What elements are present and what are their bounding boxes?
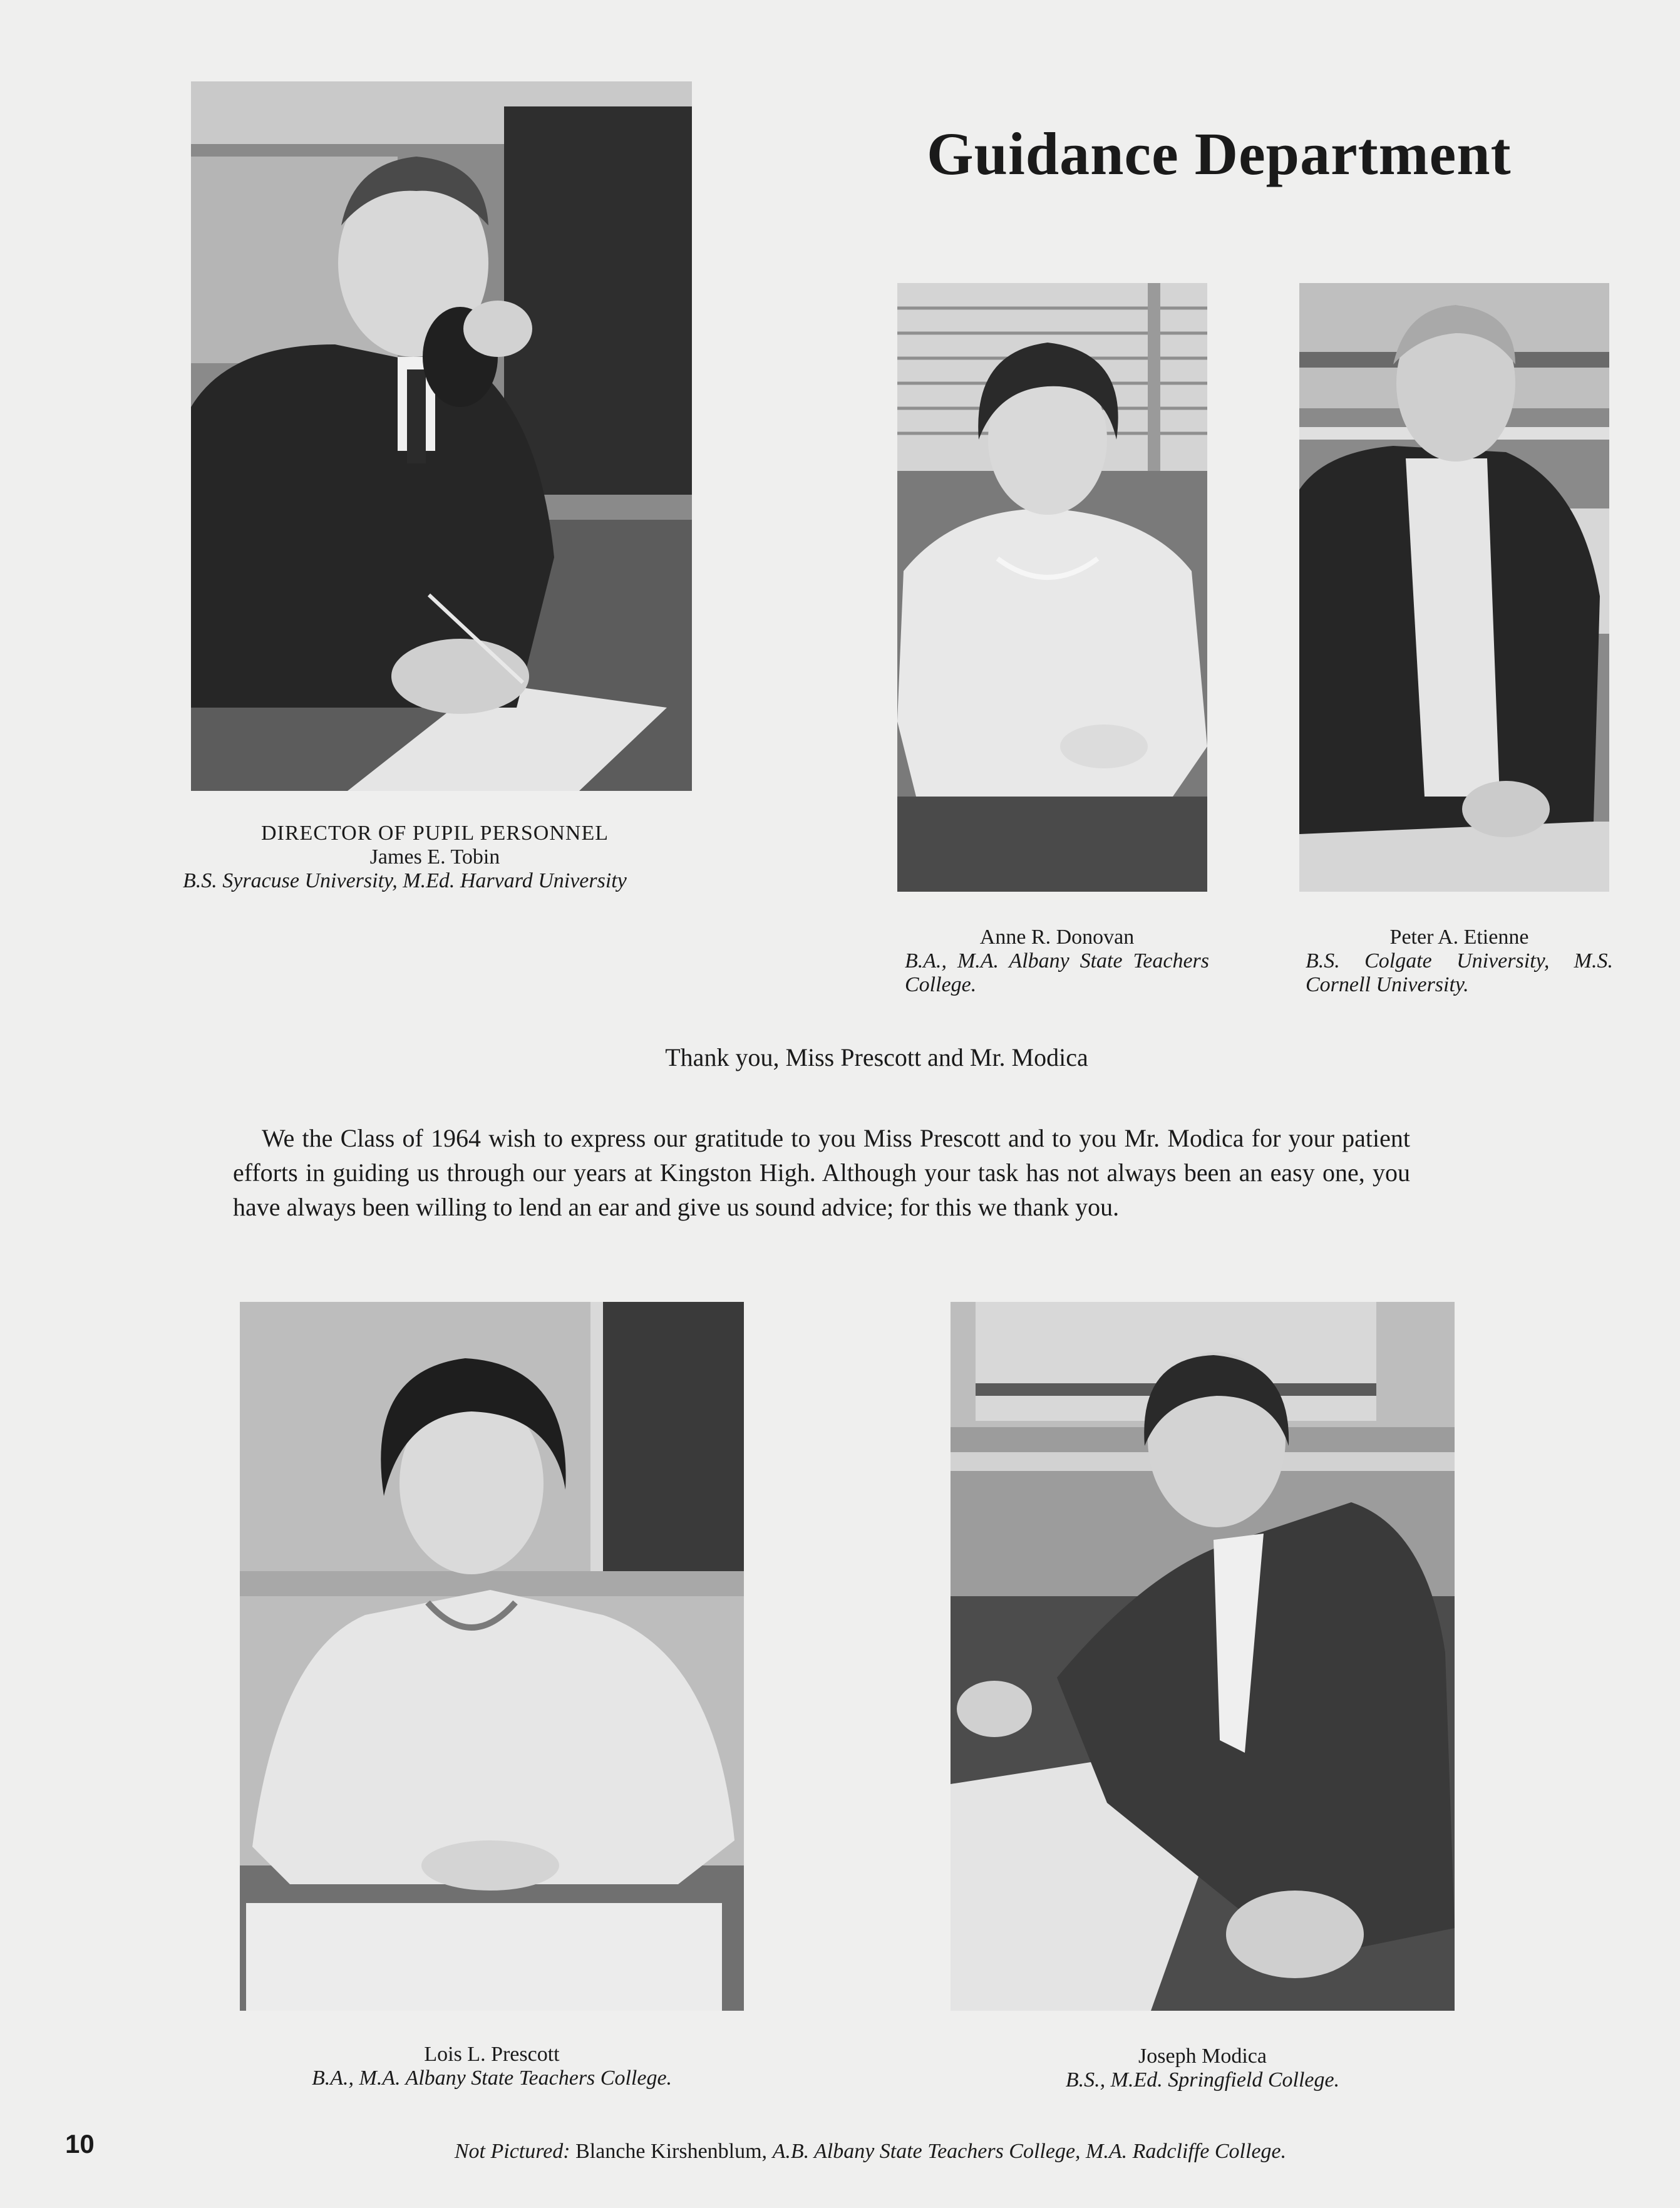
photo-james-tobin — [191, 81, 692, 791]
modica-name: Joseph Modica — [1138, 2045, 1267, 2068]
donovan-name: Anne R. Donovan — [979, 926, 1135, 949]
photo-image — [897, 283, 1207, 892]
photo-anne-donovan — [897, 283, 1207, 892]
not-pictured-label: Not Pictured: — [454, 2140, 570, 2163]
photo-image — [240, 1302, 744, 2011]
photo-lois-prescott — [240, 1302, 744, 2011]
not-pictured-name: Blanche Kirshenblum, — [575, 2140, 768, 2163]
donovan-credentials: B.A., M.A. Albany State Teachers College. — [905, 949, 1209, 996]
photo-image — [1299, 283, 1609, 892]
photo-image — [951, 1302, 1455, 2011]
not-pictured-note — [276, 2140, 1465, 2164]
tribute-heading: Thank you, Miss Prescott and Mr. Modica — [665, 1043, 1088, 1071]
caption-lois-prescott — [240, 2043, 744, 2090]
not-pictured-credentials: A.B. Albany State Teachers College, M.A. Radcliffe College. — [772, 2140, 1287, 2163]
etienne-credentials: B.S. Colgate University, M.S. Cornell University. — [1306, 949, 1613, 996]
director-name: James E. Tobin — [369, 845, 500, 869]
prescott-name: Lois L. Prescott — [424, 2043, 560, 2066]
caption-james-tobin — [183, 822, 687, 893]
photo-joseph-modica — [951, 1302, 1455, 2011]
caption-anne-donovan — [905, 926, 1209, 997]
caption-joseph-modica — [951, 2045, 1455, 2092]
prescott-credentials: B.A., M.A. Albany State Teachers College. — [311, 2066, 673, 2090]
etienne-name: Peter A. Etienne — [1389, 926, 1529, 949]
tribute-body: We the Class of 1964 wish to express our gratitude to you Miss Prescott and to you Mr. Modica for your patient efforts in guiding us through our years at Kingston High. Although your task has not always been an easy one, you have always been willing to lend an ear and give us sound advice; for this we thank you. — [233, 1124, 1410, 1221]
page-title: Guidance Department — [927, 120, 1512, 187]
caption-peter-etienne — [1306, 926, 1613, 997]
page-number: 10 — [65, 2129, 95, 2159]
director-role: DIRECTOR OF PUPIL PERSONNEL — [260, 822, 609, 845]
photo-peter-etienne — [1299, 283, 1609, 892]
director-credentials: B.S. Syracuse University, M.Ed. Harvard University — [183, 869, 627, 892]
photo-image — [191, 81, 692, 791]
modica-credentials: B.S., M.Ed. Springfield College. — [1065, 2068, 1340, 2092]
